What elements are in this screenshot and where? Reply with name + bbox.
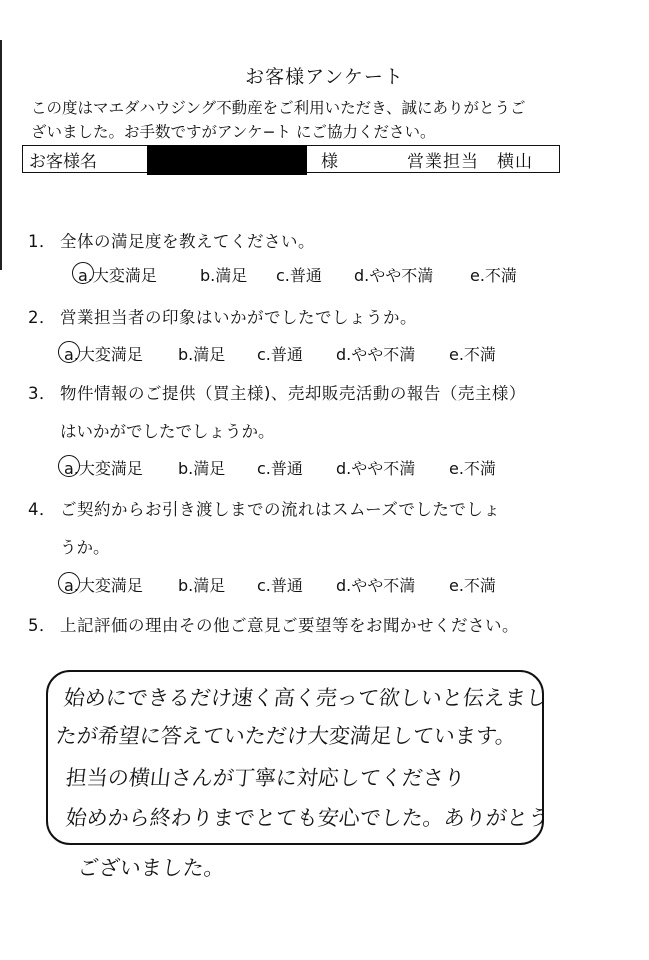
- customer-name-label: お客様名: [29, 151, 97, 172]
- question-3-continued: はいかがでしたでしょうか。: [60, 422, 275, 441]
- redacted-name: [147, 145, 307, 175]
- comment-line-4: 始めから終わりまでとても安心でした。ありがとう: [64, 806, 551, 830]
- question-number: 2．: [28, 308, 56, 327]
- option-a: a.大変満足: [64, 459, 143, 478]
- option-c: c.普通: [257, 576, 303, 595]
- question-text: 営業担当者の印象はいかがでしたでしょうか。: [60, 308, 417, 327]
- option-c: c.普通: [257, 345, 303, 364]
- intro-line-2: ざいました。お手数ですがアンケ−ト にご協力ください。: [31, 123, 436, 141]
- option-b: b.満足: [178, 345, 226, 364]
- intro-line-1: この度はマエダハウジング不動産をご利用いただき、誠にありがとうご: [31, 99, 526, 117]
- option-c: c.普通: [276, 266, 322, 285]
- question-text: ご契約からお引き渡しまでの流れはスムーズでしたでしょ: [60, 500, 501, 519]
- selected-circle: [58, 341, 80, 363]
- option-b: b.満足: [178, 459, 226, 478]
- comment-line-3: 担当の横山さんが丁寧に対応してくださり: [64, 766, 467, 790]
- question-text: 物件情報のご提供（買主様)、売却販売活動の報告（売主様）: [60, 384, 526, 403]
- customer-name-row: [22, 145, 560, 173]
- option-d: d.やや不満: [336, 459, 416, 478]
- selected-circle: [58, 572, 80, 594]
- question-4-continued: うか。: [60, 538, 110, 557]
- option-a: a.大変満足: [78, 266, 157, 285]
- question-text: 上記評価の理由その他ご意見ご要望等をお聞かせください。: [60, 616, 519, 635]
- question-number: 5．: [28, 616, 56, 635]
- option-d: d.やや不満: [336, 576, 416, 595]
- option-d: d.やや不満: [354, 266, 434, 285]
- selected-circle: [72, 262, 94, 284]
- survey-title: お客様アンケート: [245, 66, 404, 88]
- option-a: a.大変満足: [64, 345, 143, 364]
- option-b: b.満足: [200, 266, 248, 285]
- option-e: e.不満: [470, 266, 517, 285]
- question-number: 4．: [28, 500, 56, 519]
- option-a: a.大変満足: [64, 576, 143, 595]
- option-c: c.普通: [257, 459, 303, 478]
- intro-text: [31, 96, 591, 144]
- option-e: e.不満: [449, 459, 496, 478]
- comment-line-5: ございました。: [76, 856, 227, 880]
- selected-circle: [58, 455, 80, 477]
- option-e: e.不満: [449, 345, 496, 364]
- option-e: e.不満: [449, 576, 496, 595]
- comment-line-2: たが希望に答えていただけ大変満足しています。: [54, 724, 518, 748]
- question-number: 3．: [28, 384, 56, 403]
- option-d: d.やや不満: [336, 345, 416, 364]
- honorific: 様: [321, 151, 338, 172]
- option-b: b.満足: [178, 576, 226, 595]
- question-text: 全体の満足度を教えてください。: [60, 232, 315, 251]
- comment-line-1: 始めにできるだけ速く高く売って欲しいと伝えまし: [62, 686, 549, 710]
- sales-staff: 営業担当 横山: [407, 151, 533, 172]
- question-number: 1．: [28, 232, 56, 251]
